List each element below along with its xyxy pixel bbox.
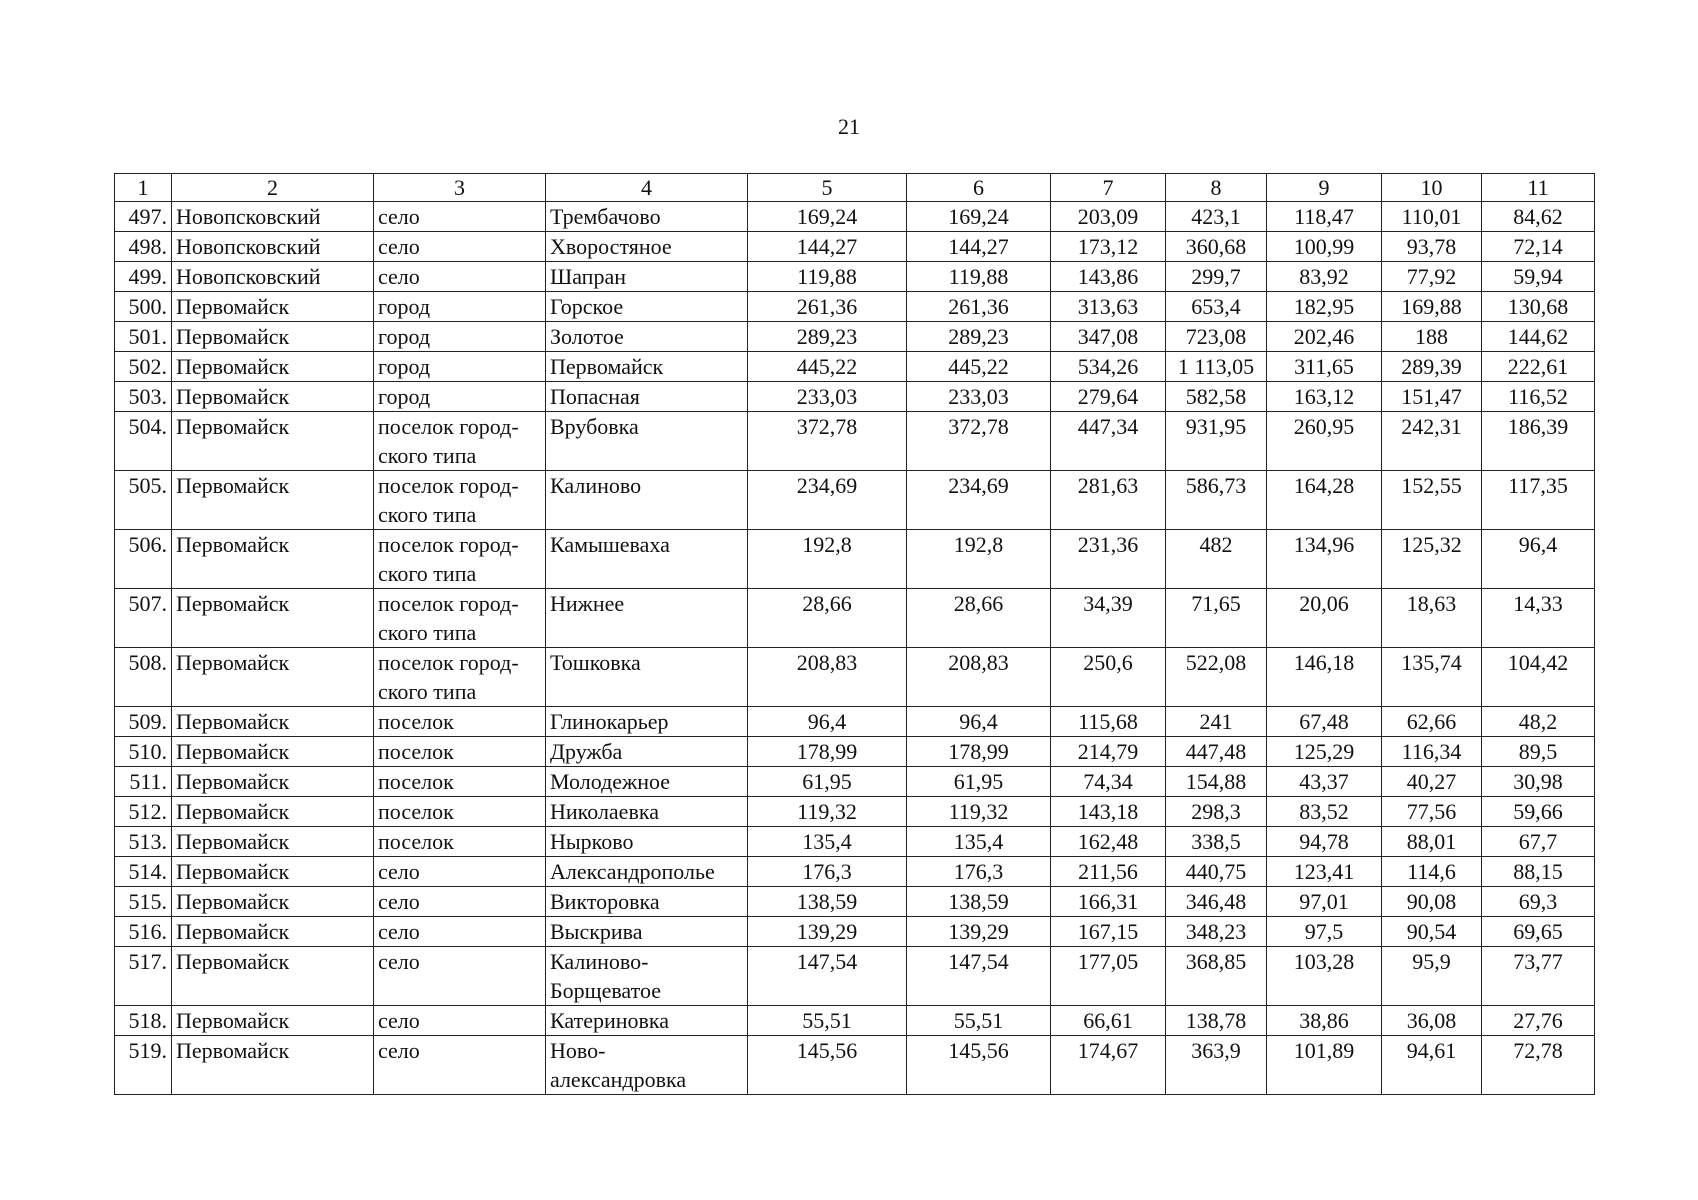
table-header-row <box>115 174 1595 202</box>
column-header: 11 <box>1482 174 1595 202</box>
row-number-cell: 507. <box>115 589 172 648</box>
value-col-7-cell: 231,36 <box>1051 530 1166 589</box>
value-col-10-cell: 110,01 <box>1382 202 1482 232</box>
value-col-8-cell: 299,7 <box>1166 262 1267 292</box>
value-col-8-cell: 586,73 <box>1166 471 1267 530</box>
settlement-type-cell: город <box>374 382 546 412</box>
settlement-type-cell: село <box>374 232 546 262</box>
value-col-8-cell: 482 <box>1166 530 1267 589</box>
value-col-10-cell: 18,63 <box>1382 589 1482 648</box>
value-col-11-cell: 73,77 <box>1482 947 1595 1006</box>
value-col-8-cell: 338,5 <box>1166 827 1267 857</box>
value-col-7-cell: 166,31 <box>1051 887 1166 917</box>
value-col-7-cell: 74,34 <box>1051 767 1166 797</box>
value-col-5-cell: 234,69 <box>748 471 907 530</box>
value-col-7-cell: 143,86 <box>1051 262 1166 292</box>
value-col-5-cell: 192,8 <box>748 530 907 589</box>
table-row <box>115 857 1595 887</box>
table-row <box>115 262 1595 292</box>
value-col-7-cell: 250,6 <box>1051 648 1166 707</box>
value-col-9-cell: 134,96 <box>1267 530 1382 589</box>
value-col-11-cell: 116,52 <box>1482 382 1595 412</box>
value-col-11-cell: 48,2 <box>1482 707 1595 737</box>
table-row <box>115 471 1595 530</box>
table-body <box>115 174 1595 1095</box>
value-col-5-cell: 289,23 <box>748 322 907 352</box>
value-col-6-cell: 208,83 <box>907 648 1051 707</box>
settlement-name-cell: Золотое <box>546 322 748 352</box>
page-number: 21 <box>838 114 860 139</box>
settlement-type-cell: поселок <box>374 767 546 797</box>
settlement-name-cell: Ново- александровка <box>546 1036 748 1095</box>
value-col-9-cell: 94,78 <box>1267 827 1382 857</box>
settlement-name-cell: Камышеваха <box>546 530 748 589</box>
value-col-8-cell: 1 113,05 <box>1166 352 1267 382</box>
settlement-name-cell: Шапран <box>546 262 748 292</box>
value-col-8-cell: 71,65 <box>1166 589 1267 648</box>
row-number-cell: 503. <box>115 382 172 412</box>
value-col-6-cell: 261,36 <box>907 292 1051 322</box>
settlement-name-cell: Нырково <box>546 827 748 857</box>
district-cell: Первомайск <box>172 917 374 947</box>
settlement-name-cell: Горское <box>546 292 748 322</box>
settlement-name-cell: Нижнее <box>546 589 748 648</box>
value-col-11-cell: 89,5 <box>1482 737 1595 767</box>
table-row <box>115 232 1595 262</box>
settlement-type-cell: село <box>374 1006 546 1036</box>
value-col-10-cell: 169,88 <box>1382 292 1482 322</box>
value-col-5-cell: 135,4 <box>748 827 907 857</box>
row-number-cell: 512. <box>115 797 172 827</box>
settlement-type-cell: поселок <box>374 797 546 827</box>
column-header: 10 <box>1382 174 1482 202</box>
value-col-6-cell: 119,32 <box>907 797 1051 827</box>
district-cell: Первомайск <box>172 797 374 827</box>
district-cell: Первомайск <box>172 382 374 412</box>
value-col-8-cell: 522,08 <box>1166 648 1267 707</box>
row-number-cell: 504. <box>115 412 172 471</box>
value-col-10-cell: 125,32 <box>1382 530 1482 589</box>
value-col-6-cell: 289,23 <box>907 322 1051 352</box>
settlement-name-cell: Дружба <box>546 737 748 767</box>
value-col-11-cell: 14,33 <box>1482 589 1595 648</box>
district-cell: Первомайск <box>172 589 374 648</box>
value-col-5-cell: 119,88 <box>748 262 907 292</box>
value-col-8-cell: 138,78 <box>1166 1006 1267 1036</box>
settlement-type-cell: село <box>374 917 546 947</box>
value-col-11-cell: 88,15 <box>1482 857 1595 887</box>
value-col-5-cell: 233,03 <box>748 382 907 412</box>
value-col-10-cell: 95,9 <box>1382 947 1482 1006</box>
settlement-type-cell: поселок город- ского типа <box>374 648 546 707</box>
value-col-10-cell: 90,08 <box>1382 887 1482 917</box>
value-col-5-cell: 55,51 <box>748 1006 907 1036</box>
table-row <box>115 382 1595 412</box>
settlement-name-cell: Калиново <box>546 471 748 530</box>
value-col-8-cell: 360,68 <box>1166 232 1267 262</box>
value-col-9-cell: 43,37 <box>1267 767 1382 797</box>
value-col-9-cell: 202,46 <box>1267 322 1382 352</box>
value-col-6-cell: 55,51 <box>907 1006 1051 1036</box>
value-col-11-cell: 67,7 <box>1482 827 1595 857</box>
column-header: 7 <box>1051 174 1166 202</box>
value-col-11-cell: 96,4 <box>1482 530 1595 589</box>
value-col-9-cell: 118,47 <box>1267 202 1382 232</box>
value-col-11-cell: 186,39 <box>1482 412 1595 471</box>
district-cell: Первомайск <box>172 827 374 857</box>
settlement-name-cell: Хворостяное <box>546 232 748 262</box>
table-row <box>115 947 1595 1006</box>
value-col-10-cell: 77,56 <box>1382 797 1482 827</box>
value-col-6-cell: 178,99 <box>907 737 1051 767</box>
value-col-6-cell: 233,03 <box>907 382 1051 412</box>
settlement-type-cell: поселок город- ского типа <box>374 412 546 471</box>
value-col-10-cell: 93,78 <box>1382 232 1482 262</box>
district-cell: Новопсковский <box>172 232 374 262</box>
district-cell: Первомайск <box>172 648 374 707</box>
row-number-cell: 510. <box>115 737 172 767</box>
value-col-5-cell: 208,83 <box>748 648 907 707</box>
value-col-7-cell: 174,67 <box>1051 1036 1166 1095</box>
value-col-5-cell: 145,56 <box>748 1036 907 1095</box>
value-col-5-cell: 144,27 <box>748 232 907 262</box>
column-header: 8 <box>1166 174 1267 202</box>
column-header: 3 <box>374 174 546 202</box>
value-col-6-cell: 144,27 <box>907 232 1051 262</box>
value-col-7-cell: 162,48 <box>1051 827 1166 857</box>
settlement-type-cell: село <box>374 857 546 887</box>
row-number-cell: 513. <box>115 827 172 857</box>
value-col-10-cell: 114,6 <box>1382 857 1482 887</box>
table-row <box>115 1036 1595 1095</box>
value-col-7-cell: 115,68 <box>1051 707 1166 737</box>
settlement-type-cell: поселок <box>374 827 546 857</box>
table-row <box>115 737 1595 767</box>
value-col-6-cell: 234,69 <box>907 471 1051 530</box>
value-col-9-cell: 83,92 <box>1267 262 1382 292</box>
value-col-9-cell: 103,28 <box>1267 947 1382 1006</box>
table-row <box>115 322 1595 352</box>
value-col-7-cell: 214,79 <box>1051 737 1166 767</box>
value-col-11-cell: 69,65 <box>1482 917 1595 947</box>
district-cell: Первомайск <box>172 530 374 589</box>
settlement-name-cell: Выскрива <box>546 917 748 947</box>
value-col-7-cell: 347,08 <box>1051 322 1166 352</box>
row-number-cell: 517. <box>115 947 172 1006</box>
value-col-7-cell: 167,15 <box>1051 917 1166 947</box>
district-cell: Новопсковский <box>172 202 374 232</box>
column-header: 6 <box>907 174 1051 202</box>
settlement-name-cell: Викторовка <box>546 887 748 917</box>
value-col-11-cell: 69,3 <box>1482 887 1595 917</box>
row-number-cell: 519. <box>115 1036 172 1095</box>
value-col-9-cell: 83,52 <box>1267 797 1382 827</box>
value-col-10-cell: 152,55 <box>1382 471 1482 530</box>
value-col-8-cell: 154,88 <box>1166 767 1267 797</box>
table-row <box>115 352 1595 382</box>
settlement-type-cell: поселок <box>374 737 546 767</box>
value-col-6-cell: 145,56 <box>907 1036 1051 1095</box>
table-row <box>115 797 1595 827</box>
value-col-9-cell: 311,65 <box>1267 352 1382 382</box>
value-col-6-cell: 445,22 <box>907 352 1051 382</box>
value-col-11-cell: 27,76 <box>1482 1006 1595 1036</box>
value-col-6-cell: 28,66 <box>907 589 1051 648</box>
district-cell: Первомайск <box>172 322 374 352</box>
settlement-type-cell: поселок город- ского типа <box>374 530 546 589</box>
value-col-8-cell: 653,4 <box>1166 292 1267 322</box>
value-col-5-cell: 178,99 <box>748 737 907 767</box>
table-row <box>115 202 1595 232</box>
table-row <box>115 589 1595 648</box>
value-col-10-cell: 289,39 <box>1382 352 1482 382</box>
value-col-5-cell: 169,24 <box>748 202 907 232</box>
row-number-cell: 497. <box>115 202 172 232</box>
column-header: 9 <box>1267 174 1382 202</box>
value-col-10-cell: 88,01 <box>1382 827 1482 857</box>
settlement-type-cell: поселок город- ского типа <box>374 589 546 648</box>
value-col-10-cell: 77,92 <box>1382 262 1482 292</box>
settlement-type-cell: поселок <box>374 707 546 737</box>
value-col-7-cell: 66,61 <box>1051 1006 1166 1036</box>
value-col-9-cell: 97,5 <box>1267 917 1382 947</box>
value-col-6-cell: 96,4 <box>907 707 1051 737</box>
district-cell: Первомайск <box>172 947 374 1006</box>
column-header: 4 <box>546 174 748 202</box>
row-number-cell: 500. <box>115 292 172 322</box>
value-col-6-cell: 176,3 <box>907 857 1051 887</box>
row-number-cell: 514. <box>115 857 172 887</box>
row-number-cell: 518. <box>115 1006 172 1036</box>
settlement-type-cell: село <box>374 947 546 1006</box>
row-number-cell: 506. <box>115 530 172 589</box>
value-col-7-cell: 279,64 <box>1051 382 1166 412</box>
value-col-10-cell: 242,31 <box>1382 412 1482 471</box>
district-cell: Первомайск <box>172 707 374 737</box>
value-col-9-cell: 123,41 <box>1267 857 1382 887</box>
settlement-name-cell: Первомайск <box>546 352 748 382</box>
value-col-9-cell: 100,99 <box>1267 232 1382 262</box>
value-col-7-cell: 211,56 <box>1051 857 1166 887</box>
row-number-cell: 499. <box>115 262 172 292</box>
settlement-type-cell: поселок город- ского типа <box>374 471 546 530</box>
district-cell: Первомайск <box>172 412 374 471</box>
value-col-8-cell: 582,58 <box>1166 382 1267 412</box>
value-col-9-cell: 125,29 <box>1267 737 1382 767</box>
district-cell: Первомайск <box>172 352 374 382</box>
table-row <box>115 648 1595 707</box>
value-col-11-cell: 144,62 <box>1482 322 1595 352</box>
settlement-type-cell: село <box>374 262 546 292</box>
value-col-11-cell: 72,78 <box>1482 1036 1595 1095</box>
value-col-5-cell: 147,54 <box>748 947 907 1006</box>
settlement-name-cell: Тошковка <box>546 648 748 707</box>
value-col-8-cell: 368,85 <box>1166 947 1267 1006</box>
row-number-cell: 498. <box>115 232 172 262</box>
table-row <box>115 530 1595 589</box>
value-col-7-cell: 534,26 <box>1051 352 1166 382</box>
value-col-7-cell: 177,05 <box>1051 947 1166 1006</box>
value-col-9-cell: 101,89 <box>1267 1036 1382 1095</box>
value-col-6-cell: 119,88 <box>907 262 1051 292</box>
table-row <box>115 767 1595 797</box>
value-col-11-cell: 72,14 <box>1482 232 1595 262</box>
value-col-9-cell: 182,95 <box>1267 292 1382 322</box>
settlement-type-cell: город <box>374 322 546 352</box>
value-col-9-cell: 97,01 <box>1267 887 1382 917</box>
value-col-7-cell: 447,34 <box>1051 412 1166 471</box>
value-col-8-cell: 440,75 <box>1166 857 1267 887</box>
value-col-6-cell: 169,24 <box>907 202 1051 232</box>
row-number-cell: 515. <box>115 887 172 917</box>
district-cell: Первомайск <box>172 1036 374 1095</box>
value-col-10-cell: 40,27 <box>1382 767 1482 797</box>
value-col-11-cell: 117,35 <box>1482 471 1595 530</box>
settlement-type-cell: город <box>374 292 546 322</box>
value-col-8-cell: 447,48 <box>1166 737 1267 767</box>
value-col-5-cell: 28,66 <box>748 589 907 648</box>
value-col-5-cell: 139,29 <box>748 917 907 947</box>
value-col-8-cell: 298,3 <box>1166 797 1267 827</box>
value-col-8-cell: 423,1 <box>1166 202 1267 232</box>
value-col-8-cell: 363,9 <box>1166 1036 1267 1095</box>
value-col-6-cell: 138,59 <box>907 887 1051 917</box>
table-row <box>115 917 1595 947</box>
row-number-cell: 509. <box>115 707 172 737</box>
value-col-6-cell: 135,4 <box>907 827 1051 857</box>
value-col-5-cell: 445,22 <box>748 352 907 382</box>
value-col-5-cell: 96,4 <box>748 707 907 737</box>
value-col-10-cell: 188 <box>1382 322 1482 352</box>
district-cell: Первомайск <box>172 887 374 917</box>
value-col-7-cell: 143,18 <box>1051 797 1166 827</box>
value-col-7-cell: 173,12 <box>1051 232 1166 262</box>
settlement-type-cell: село <box>374 887 546 917</box>
value-col-8-cell: 241 <box>1166 707 1267 737</box>
value-col-5-cell: 61,95 <box>748 767 907 797</box>
table-row <box>115 412 1595 471</box>
table-row <box>115 707 1595 737</box>
settlement-type-cell: село <box>374 202 546 232</box>
settlement-name-cell: Трембачово <box>546 202 748 232</box>
value-col-8-cell: 931,95 <box>1166 412 1267 471</box>
row-number-cell: 511. <box>115 767 172 797</box>
district-cell: Первомайск <box>172 767 374 797</box>
column-header: 1 <box>115 174 172 202</box>
value-col-5-cell: 119,32 <box>748 797 907 827</box>
value-col-11-cell: 59,66 <box>1482 797 1595 827</box>
value-col-6-cell: 61,95 <box>907 767 1051 797</box>
value-col-5-cell: 176,3 <box>748 857 907 887</box>
district-cell: Первомайск <box>172 737 374 767</box>
value-col-10-cell: 62,66 <box>1382 707 1482 737</box>
district-cell: Первомайск <box>172 1006 374 1036</box>
row-number-cell: 508. <box>115 648 172 707</box>
value-col-6-cell: 192,8 <box>907 530 1051 589</box>
value-col-7-cell: 313,63 <box>1051 292 1166 322</box>
value-col-11-cell: 130,68 <box>1482 292 1595 322</box>
value-col-7-cell: 203,09 <box>1051 202 1166 232</box>
settlement-name-cell: Николаевка <box>546 797 748 827</box>
value-col-10-cell: 90,54 <box>1382 917 1482 947</box>
value-col-11-cell: 104,42 <box>1482 648 1595 707</box>
district-cell: Первомайск <box>172 471 374 530</box>
value-col-10-cell: 116,34 <box>1382 737 1482 767</box>
value-col-9-cell: 38,86 <box>1267 1006 1382 1036</box>
value-col-7-cell: 34,39 <box>1051 589 1166 648</box>
settlement-type-cell: село <box>374 1036 546 1095</box>
value-col-5-cell: 138,59 <box>748 887 907 917</box>
district-cell: Первомайск <box>172 857 374 887</box>
settlement-name-cell: Попасная <box>546 382 748 412</box>
row-number-cell: 501. <box>115 322 172 352</box>
value-col-9-cell: 146,18 <box>1267 648 1382 707</box>
table-row <box>115 827 1595 857</box>
table-row <box>115 1006 1595 1036</box>
value-col-8-cell: 723,08 <box>1166 322 1267 352</box>
value-col-7-cell: 281,63 <box>1051 471 1166 530</box>
settlement-name-cell: Калиново- Борщеватое <box>546 947 748 1006</box>
data-table <box>114 173 1595 1095</box>
value-col-8-cell: 348,23 <box>1166 917 1267 947</box>
value-col-11-cell: 84,62 <box>1482 202 1595 232</box>
value-col-10-cell: 151,47 <box>1382 382 1482 412</box>
value-col-9-cell: 20,06 <box>1267 589 1382 648</box>
value-col-9-cell: 163,12 <box>1267 382 1382 412</box>
value-col-6-cell: 147,54 <box>907 947 1051 1006</box>
settlement-type-cell: город <box>374 352 546 382</box>
row-number-cell: 502. <box>115 352 172 382</box>
value-col-5-cell: 372,78 <box>748 412 907 471</box>
value-col-11-cell: 222,61 <box>1482 352 1595 382</box>
value-col-9-cell: 260,95 <box>1267 412 1382 471</box>
value-col-10-cell: 94,61 <box>1382 1036 1482 1095</box>
settlement-name-cell: Александрополье <box>546 857 748 887</box>
settlement-name-cell: Глинокарьер <box>546 707 748 737</box>
value-col-11-cell: 30,98 <box>1482 767 1595 797</box>
row-number-cell: 505. <box>115 471 172 530</box>
district-cell: Первомайск <box>172 292 374 322</box>
value-col-9-cell: 67,48 <box>1267 707 1382 737</box>
row-number-cell: 516. <box>115 917 172 947</box>
value-col-11-cell: 59,94 <box>1482 262 1595 292</box>
table-row <box>115 887 1595 917</box>
value-col-9-cell: 164,28 <box>1267 471 1382 530</box>
district-cell: Новопсковский <box>172 262 374 292</box>
column-header: 5 <box>748 174 907 202</box>
value-col-6-cell: 139,29 <box>907 917 1051 947</box>
value-col-10-cell: 36,08 <box>1382 1006 1482 1036</box>
column-header: 2 <box>172 174 374 202</box>
value-col-10-cell: 135,74 <box>1382 648 1482 707</box>
settlement-name-cell: Молодежное <box>546 767 748 797</box>
value-col-5-cell: 261,36 <box>748 292 907 322</box>
value-col-6-cell: 372,78 <box>907 412 1051 471</box>
table-row <box>115 292 1595 322</box>
value-col-8-cell: 346,48 <box>1166 887 1267 917</box>
settlement-name-cell: Катериновка <box>546 1006 748 1036</box>
settlement-name-cell: Врубовка <box>546 412 748 471</box>
